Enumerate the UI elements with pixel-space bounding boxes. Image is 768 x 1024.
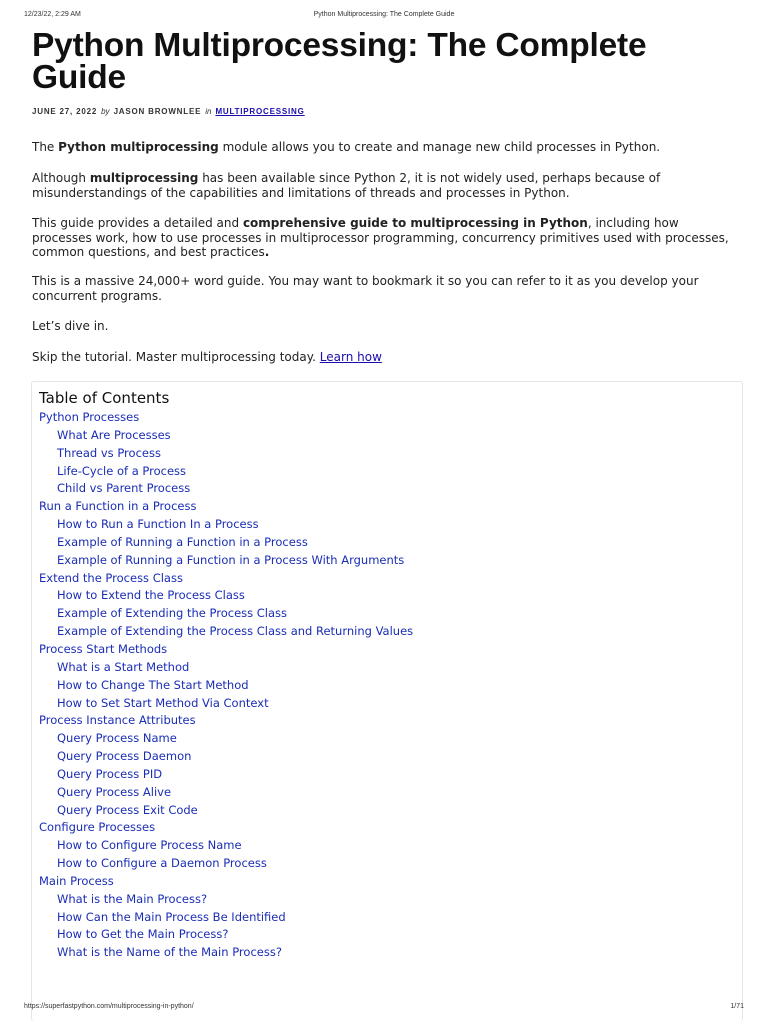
toc-subitem-link[interactable]: Example of Running a Function in a Process [57,534,308,549]
skip-text: Skip the tutorial. Master multiprocessing today. [32,350,320,364]
p2-bold: multiprocessing [89,171,199,185]
page-number: 1/71 [730,1003,744,1010]
p3-bold: comprehensive guide to multiprocessing in Python [242,216,588,230]
p3-text-c: , including how processes work, how to use processes in multiprocessor programming, concurrency primitives used with processes, common questions, and best practices [32,216,729,259]
guide-overview-paragraph [32,216,742,260]
learn-how-link[interactable]: Learn how [319,350,382,364]
toc-subitem-link[interactable]: What is the Name of the Main Process? [57,945,282,960]
publish-date: JUNE 27, 2022 [32,107,98,116]
print-title: Python Multiprocessing: The Complete Guide [313,11,455,18]
print-footer [0,1003,768,1015]
toc-section-link[interactable]: Configure Processes [39,820,156,835]
toc-list [39,409,413,962]
toc-subitem-link[interactable]: How to Set Start Method Via Context [57,695,269,710]
p1-text-a: The [32,140,59,154]
p2-text-c: has been available since Python 2, it is not widely used, perhaps because of misunderstandings of the capabilities and limitations of threads and processes in Python. [32,171,661,200]
toc-subitem-link[interactable]: How Can the Main Process Be Identified [57,909,286,924]
toc-subitem-link[interactable]: Query Process Alive [57,784,172,799]
article-meta [32,107,305,117]
by-label: by [101,107,110,116]
p1-bold: Python multiprocessing [58,140,219,154]
print-header [0,11,768,23]
skip-paragraph [32,350,742,365]
toc-subitem-link[interactable]: How to Get the Main Process? [57,927,229,942]
toc-subitem-link[interactable]: Example of Extending the Process Class [57,606,288,621]
toc-subitem-link[interactable]: How to Run a Function In a Process [57,517,259,532]
toc-subitem-link[interactable]: What Are Processes [57,427,171,442]
author-name: JASON BROWNLEE [113,107,202,116]
length-paragraph: This is a massive 24,000+ word guide. You may want to bookmark it so you can refer to it as you develop your concurrent programs. [32,274,699,303]
toc-subitem-link[interactable]: Life-Cycle of a Process [57,463,187,478]
toc-subitem-link[interactable]: Query Process Name [57,731,177,746]
print-url: https://superfastpython.com/multiprocessing-in-python/ [24,1003,194,1010]
toc-subitem-link[interactable]: Query Process PID [57,766,163,781]
toc-title: Table of Contents [39,389,170,407]
toc-subitem-link[interactable]: Query Process Exit Code [57,802,198,817]
toc-section-link[interactable]: Process Instance Attributes [39,713,196,728]
toc-subitem-link[interactable]: Child vs Parent Process [57,481,191,496]
p3-text-a: This guide provides a detailed and [32,216,243,230]
toc-subitem-link[interactable]: How to Configure a Daemon Process [57,856,267,871]
p1-text-c: module allows you to create and manage new child processes in Python. [218,140,661,154]
toc-section-link[interactable]: Run a Function in a Process [39,499,197,514]
toc-subitem-link[interactable]: Example of Extending the Process Class and Returning Values [57,624,414,639]
toc-subitem-link[interactable]: How to Change The Start Method [57,677,249,692]
toc-subitem-link[interactable]: How to Configure Process Name [57,838,242,853]
toc-subitem-link[interactable]: Query Process Daemon [57,749,192,764]
toc-subitem-link[interactable]: Thread vs Process [57,445,161,460]
toc-section-link[interactable]: Process Start Methods [39,641,168,656]
toc-section-link[interactable]: Python Processes [39,410,140,424]
p2-text-a: Although [32,171,90,185]
article-title: Python Multiprocessing: The Complete Guide [32,27,647,96]
toc-section-link[interactable]: Extend the Process Class [39,570,183,585]
history-paragraph [32,171,742,200]
toc-subitem-link[interactable]: How to Extend the Process Class [57,588,245,603]
intro-paragraph [32,140,742,155]
toc-subitem-link[interactable]: What is the Main Process? [57,891,208,906]
toc-subitem-link[interactable]: Example of Running a Function in a Process With Arguments [57,552,405,567]
toc-section-link[interactable]: Main Process [39,873,114,888]
toc-subitem-link[interactable]: What is a Start Method [57,659,190,674]
p3-period: . [264,245,270,259]
print-date: 12/23/22, 2:29 AM [24,11,81,18]
dive-in-paragraph: Let’s dive in. [32,319,109,333]
in-label: in [205,107,212,116]
category-link[interactable]: MULTIPROCESSING [215,107,305,116]
